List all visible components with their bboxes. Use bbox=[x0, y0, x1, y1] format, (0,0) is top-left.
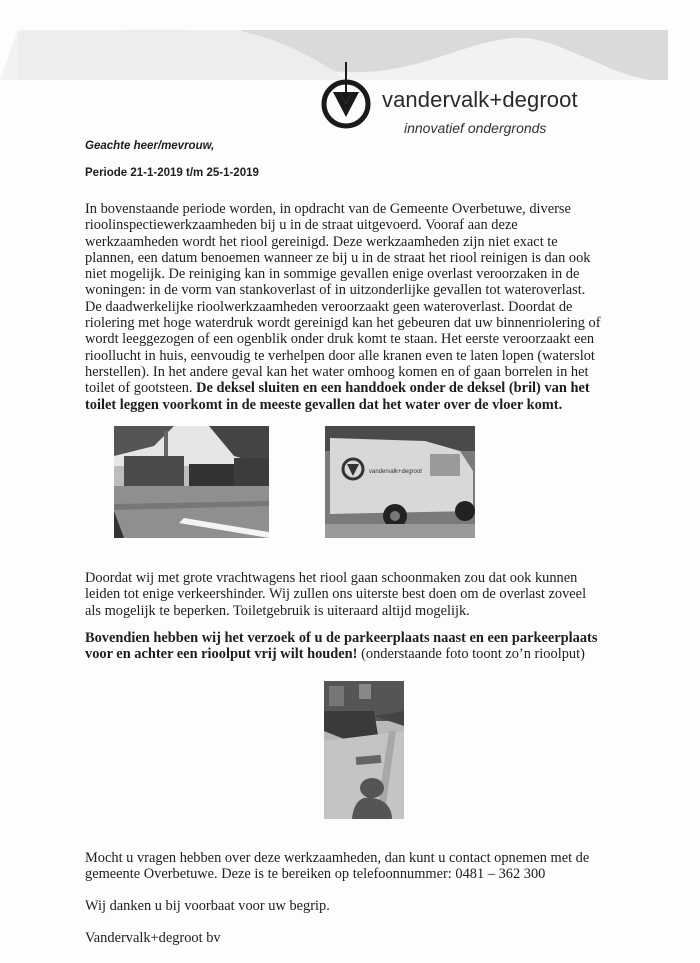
traffic-paragraph: Doordat wij met grote vrachtwagens het riool gaan schoonmaken zou dat ook kunnen leiden tot enige verkeershinder. Wij zullen ons uiterste best doen om de overlast zoveel als mogelijk te beperken. Toiletgebruik is uiteraard altijd mogelijk. bbox=[85, 570, 587, 619]
contact-paragraph: Mocht u vragen hebben over deze werkzaamheden, dan kunt u contact opnemen met de gemeente Overbetuwe. Deze is te bereiken op telefoonnummer: 0481 – 362 300 bbox=[85, 850, 590, 883]
signature: Vandervalk+degroot bv bbox=[85, 930, 221, 946]
thanks-line: Wij danken u bij voorbaat voor uw begrip. bbox=[85, 898, 330, 914]
salutation: Geachte heer/mevrouw, bbox=[85, 140, 215, 152]
brand-name: vandervalk+degroot bbox=[382, 87, 578, 112]
parking-note: (onderstaande foto toont zo’n rioolput) bbox=[357, 646, 585, 663]
manhole-photo bbox=[324, 681, 404, 819]
company-logo-icon bbox=[316, 62, 376, 132]
company-van-photo bbox=[325, 426, 475, 538]
parking-request: Bovendien hebben wij het verzoek of u de parkeerplaats naast en een parkeerplaats voor en achter een rioolput vrij wilt houden! bbox=[85, 630, 598, 663]
work-period: Periode 21-1-2019 t/m 25-1-2019 bbox=[85, 167, 259, 179]
parking-paragraph bbox=[85, 630, 605, 663]
intro-bold-advice: De deksel sluiten en een handdoek onder de deksel (bril) van het toilet leggen voorkomt in de meeste gevallen dat het water over de vloer komt. bbox=[85, 380, 590, 413]
intro-paragraph bbox=[85, 201, 605, 413]
brand-tagline: innovatief ondergronds bbox=[404, 120, 547, 136]
intro-text: In bovenstaande periode worden, in opdracht van de Gemeente Overbetuwe, diverse rioolinspectiewerkzaamheden bij u in de straat uitgevoerd. Vooraf aan deze werkzaamheden wordt het riool gereinigd. Deze werkzaamheden zijn niet exact te plannen, een datum benoemen wanneer ze bij u in de straat het riool reinigen is dan ook niet mogelijk. De reiniging kan in sommige gevallen enige overlast veroorzaken in de woningen: in de vorm van stankoverlast of in uitzonderlijke gevallen tot wateroverlast. De daadwerkelijke rioolwerkzaamheden veroorzaakt geen wateroverlast. Doordat de riolering met hoge waterdruk wordt gereinigd kan het gebeuren dat uw binnenriolering of wordt leeggezogen of een ogenblik onder druk komt te staan. Het eerste veroorzaakt een rioollucht in huis, eenvoudig te verhelpen door alle kranen even te laten lopen (waterslot herstellen). In het andere geval kan het water omhoog komen en of gaan borrelen in het toilet of gootsteen. bbox=[85, 201, 601, 397]
van-label: vandervalk+degroot bbox=[369, 469, 422, 475]
street-trucks-photo bbox=[114, 426, 269, 538]
